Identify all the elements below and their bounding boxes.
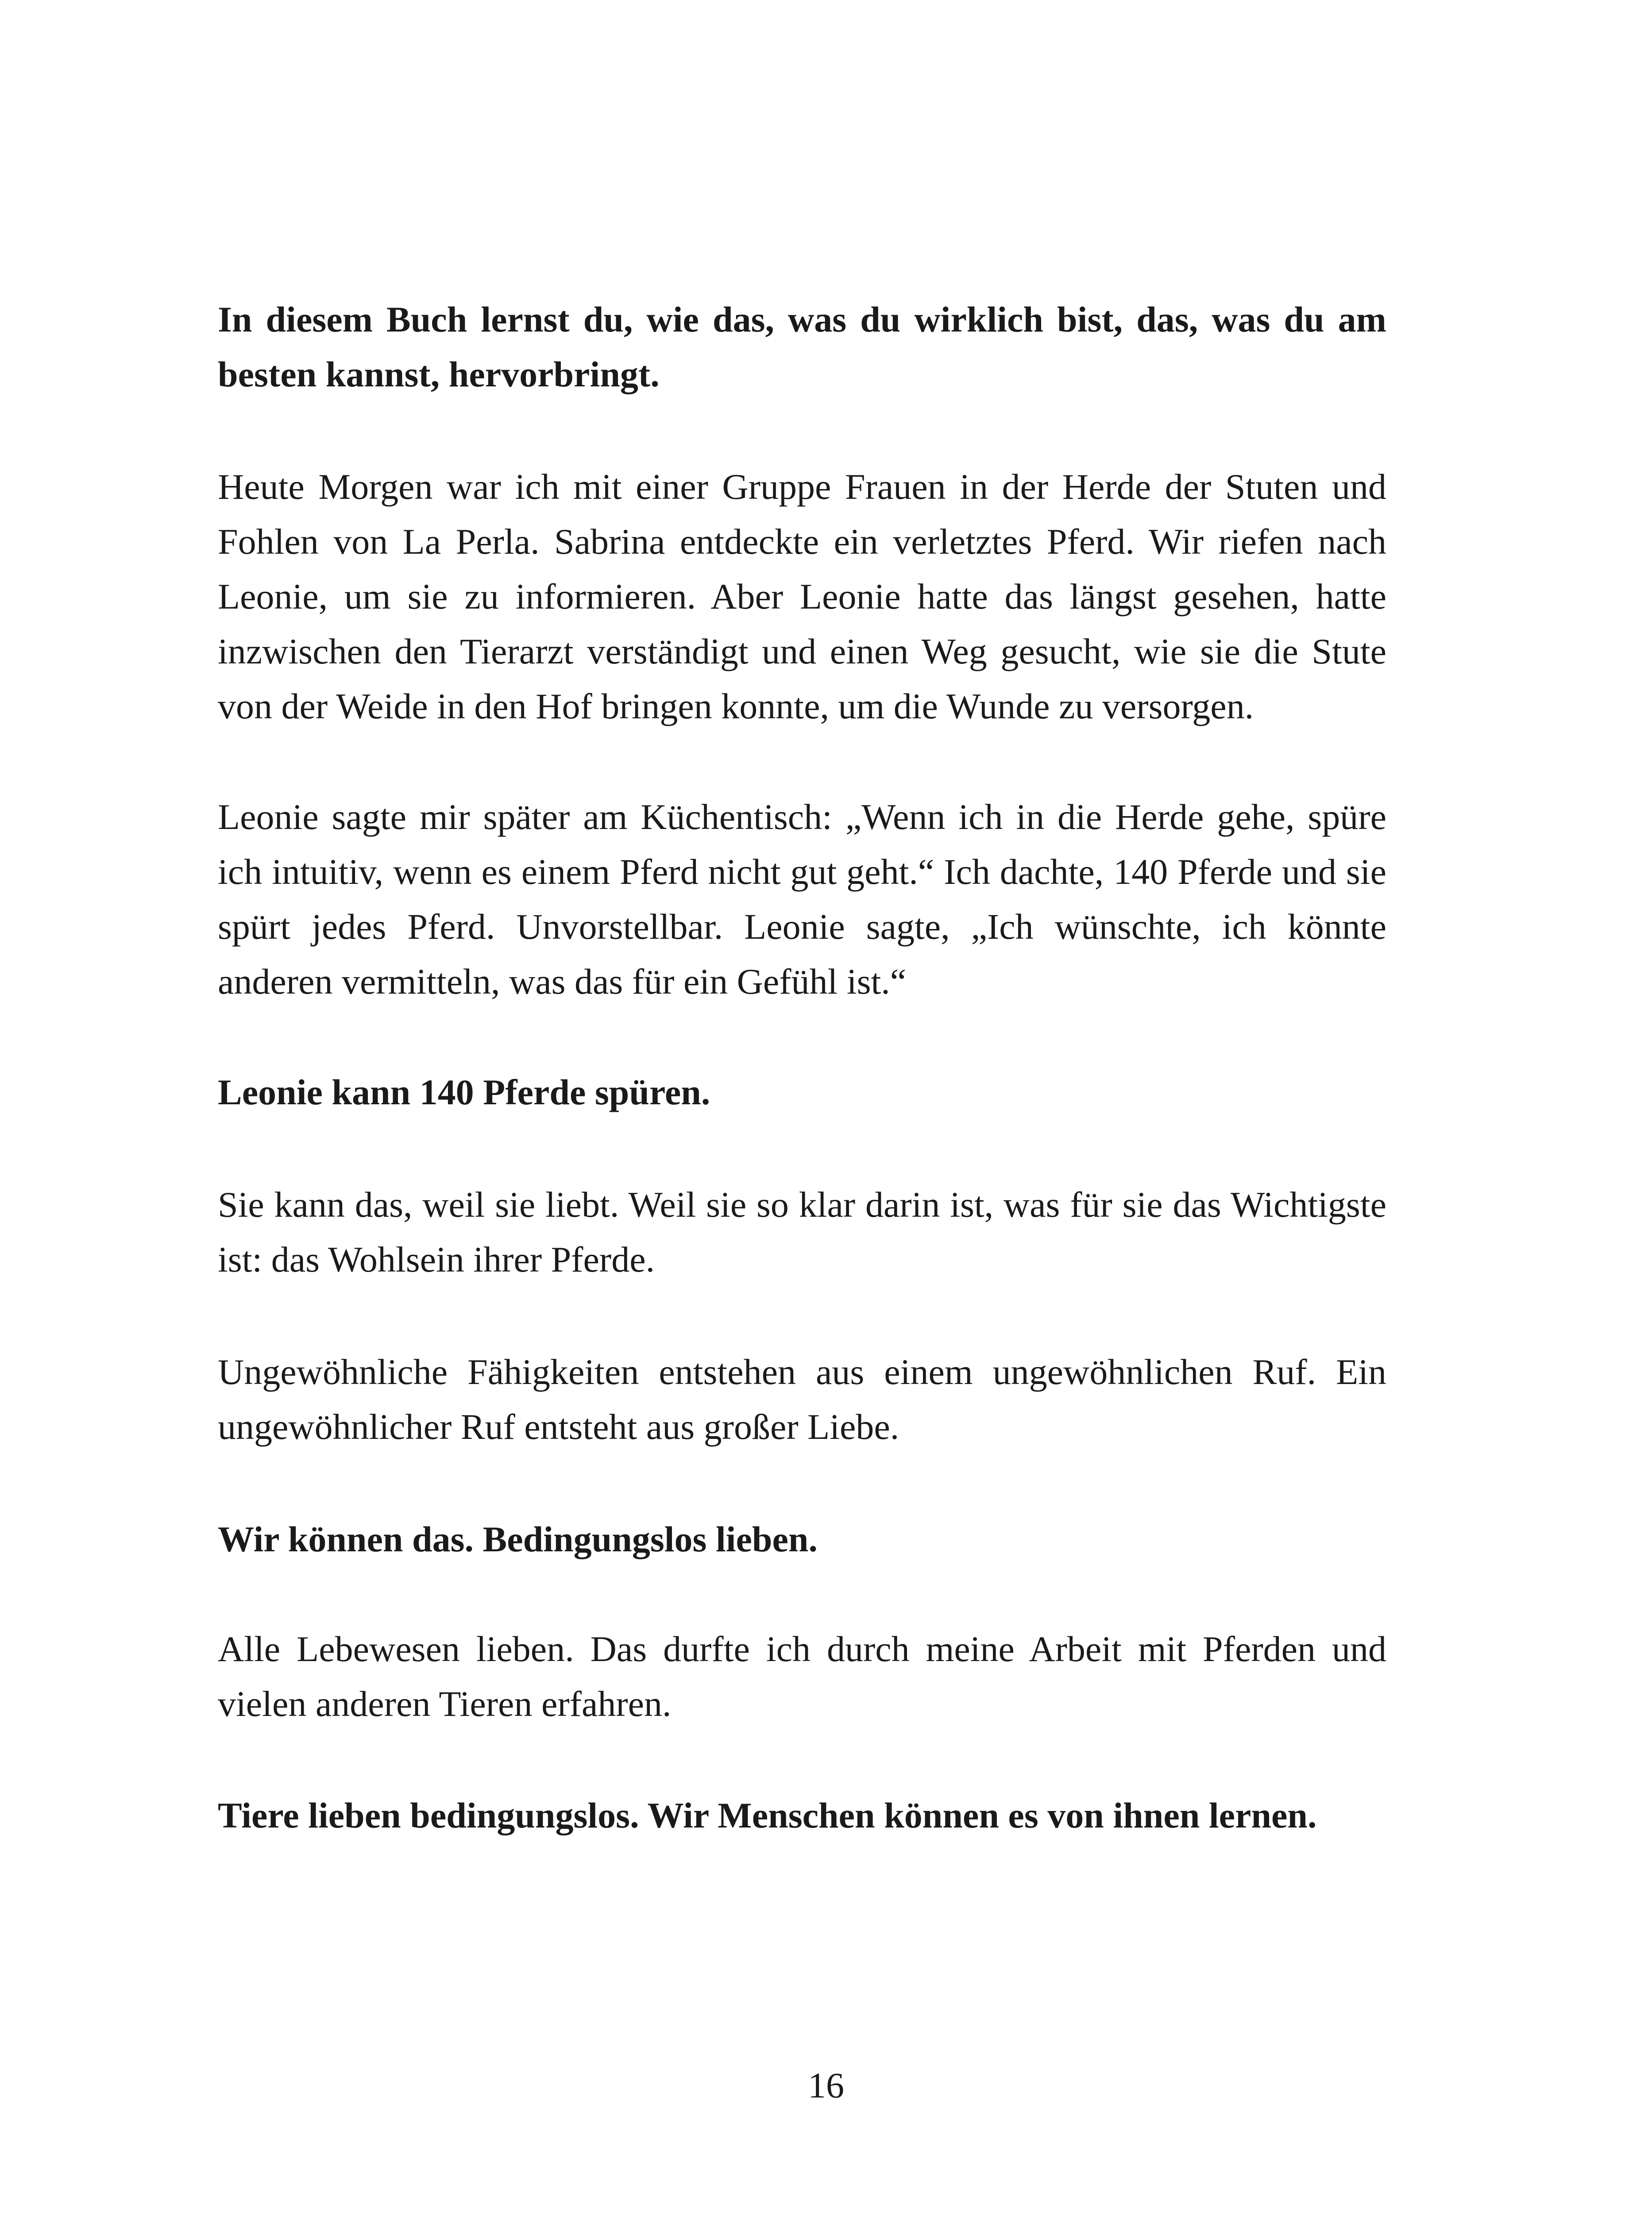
paragraph-all-beings bbox=[218, 1622, 1386, 1731]
paragraph-text: Leonie sagte mir später am Küchentisch: „Wenn ich in die Herde gehe, spüre ich intuitiv, wenn es einem Pferd nicht gut geht.“ Ich dachte, 140 Pferde und sie spürt jedes Pferd. Unvorstellbar. Leonie sagte, „Ich wünschte, ich könnte anderen vermitteln, was das für ein Gefühl ist.“ bbox=[218, 797, 1386, 1002]
paragraph-text: Leonie kann 140 Pferde spüren. bbox=[218, 1072, 710, 1112]
paragraph-kitchen-quote bbox=[218, 790, 1386, 1009]
paragraph-text: Tiere lieben bedingungslos. Wir Menschen können es von ihnen lernen. bbox=[218, 1795, 1317, 1835]
paragraph-intro-bold bbox=[218, 292, 1386, 402]
paragraph-text: Sie kann das, weil sie liebt. Weil sie so klar darin ist, was für sie das Wichtigste ist: das Wohlsein ihrer Pferde. bbox=[218, 1184, 1386, 1280]
paragraph-text: Ungewöhnliche Fähigkeiten entstehen aus einem ungewöhnlichen Ruf. Ein ungewöhnlicher Ruf entsteht aus großer Liebe. bbox=[218, 1352, 1386, 1447]
paragraph-because-love bbox=[218, 1177, 1386, 1287]
paragraph-morning-story bbox=[218, 459, 1386, 734]
paragraph-text: In diesem Buch lernst du, wie das, was du wirklich bist, das, was du am besten kannst, hervorbringt. bbox=[218, 299, 1386, 394]
paragraph-text: Alle Lebewesen lieben. Das durfte ich durch meine Arbeit mit Pferden und vielen anderen Tieren erfahren. bbox=[218, 1629, 1386, 1724]
paragraph-leonie-bold bbox=[218, 1065, 1386, 1120]
paragraph-we-can-bold bbox=[218, 1512, 1386, 1567]
paragraph-animals-bold bbox=[218, 1788, 1386, 1843]
page-number: 16 bbox=[808, 2065, 844, 2105]
paragraph-text: Heute Morgen war ich mit einer Gruppe Frauen in der Herde der Stuten und Fohlen von La Perla. Sabrina entdeckte ein verletztes Pferd. Wir riefen nach Leonie, um sie zu informieren. Aber Leonie hatte das längst gesehen, hatte inzwischen den Tierarzt verständigt und einen Weg gesucht, wie sie die Stute von der Weide in den Hof bringen konnte, um die Wunde zu versorgen. bbox=[218, 467, 1386, 726]
paragraph-text: Wir können das. Bedingungslos lieben. bbox=[218, 1519, 818, 1559]
paragraph-unusual-abilities bbox=[218, 1345, 1386, 1454]
